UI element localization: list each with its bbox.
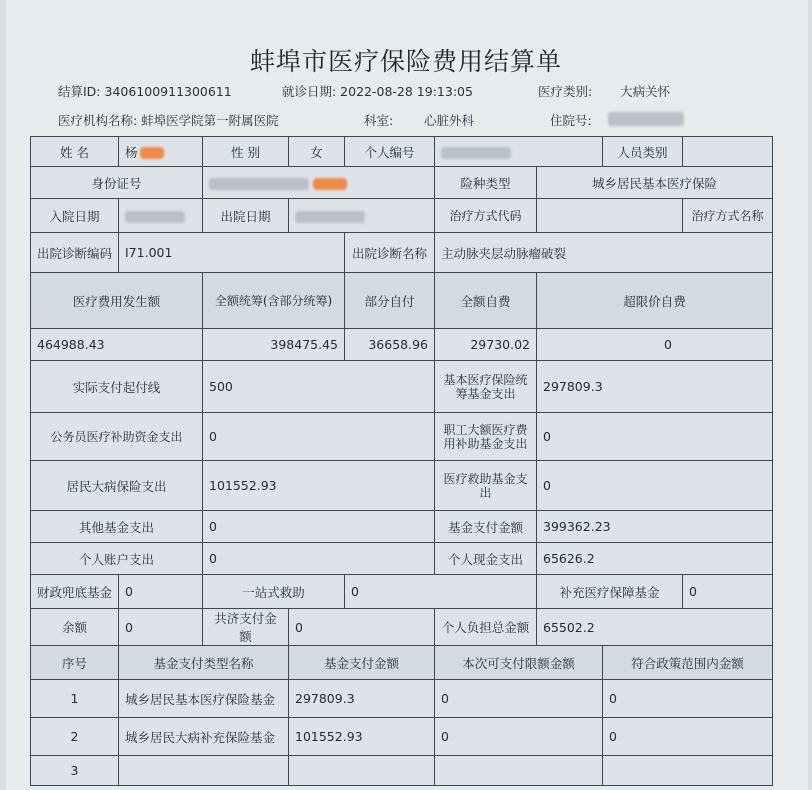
other-fund-label: 其他基金支出: [31, 511, 203, 543]
mutual-value: 0: [289, 609, 435, 646]
fund-col-amount: 基金支付金额: [289, 646, 435, 680]
redacted-id-card: [209, 178, 309, 190]
resident-major-value: 101552.93: [203, 461, 435, 511]
diag-name-label: 出院诊断名称: [345, 233, 435, 273]
admit-date-label: 入院日期: [31, 199, 119, 233]
discharge-date-label: 出院日期: [203, 199, 289, 233]
other-fund-value: 0: [203, 511, 435, 543]
over-limit-value: 0: [537, 329, 773, 361]
fund-row-type: [119, 756, 289, 786]
fund-row-index: 2: [31, 718, 119, 756]
dept-label: 科室:: [364, 113, 394, 128]
supp-value: 0: [683, 575, 773, 609]
redacted-id-card-mark: [313, 178, 347, 190]
redacted-discharge-date: [295, 211, 365, 223]
fund-row-policy: [603, 756, 773, 786]
admit-date-value: [119, 199, 203, 233]
one-stop-label: 一站式救助: [203, 575, 345, 609]
fund-col-policy: 符合政策范围内金额: [603, 646, 773, 680]
personal-no-label: 个人编号: [345, 137, 435, 167]
person-type-label: 人员类别: [603, 137, 683, 167]
fund-row-index: 1: [31, 680, 119, 718]
settle-id: 结算ID: 3406100911300611: [58, 84, 232, 99]
settlement-table: [30, 136, 773, 786]
balance-value: 0: [119, 609, 203, 646]
full-self-label: 全额自费: [435, 273, 537, 329]
fund-total-label: 基金支付金额: [435, 511, 537, 543]
full-pool-label: 全额统筹(含部分统筹): [203, 273, 345, 329]
fund-col-index: 序号: [31, 646, 119, 680]
name-value: 杨: [119, 137, 203, 167]
gender-label: 性 别: [203, 137, 289, 167]
fund-row-type: 城乡居民大病补充保险基金: [119, 718, 289, 756]
resident-major-label: 居民大病保险支出: [31, 461, 203, 511]
personal-cash-label: 个人现金支出: [435, 543, 537, 575]
burden-value: 65502.2: [537, 609, 773, 646]
med-type-value: 大病关怀: [620, 84, 671, 99]
med-type-label: 医疗类别:: [538, 84, 593, 99]
fiscal-value: 0: [119, 575, 203, 609]
personal-no-value: [435, 137, 603, 167]
deductible-label: 实际支付起付线: [31, 361, 203, 413]
cost-total-label: 医疗费用发生额: [31, 273, 203, 329]
redacted-admit-date: [125, 211, 185, 223]
fund-row-limit: 0: [435, 680, 603, 718]
personal-cash-value: 65626.2: [537, 543, 773, 575]
fund-row-index: 3: [31, 756, 119, 786]
fund-total-value: 399362.23: [537, 511, 773, 543]
over-limit-label: 超限价自费: [537, 273, 773, 329]
supp-label: 补充医疗保障基金: [537, 575, 683, 609]
redacted-personal-no: [441, 147, 511, 159]
insurance-type-value: 城乡居民基本医疗保险: [537, 167, 773, 199]
employee-major-value: 0: [537, 413, 773, 461]
balance-label: 余额: [31, 609, 119, 646]
one-stop-value: 0: [345, 575, 537, 609]
civil-servant-value: 0: [203, 413, 435, 461]
fund-col-type: 基金支付类型名称: [119, 646, 289, 680]
visit-date: 就诊日期: 2022-08-28 19:13:05: [282, 84, 473, 99]
name-label: 姓 名: [31, 137, 119, 167]
fund-row-type: 城乡居民基本医疗保险基金: [119, 680, 289, 718]
personal-account-label: 个人账户支出: [31, 543, 203, 575]
fund-row-policy: 0: [603, 718, 773, 756]
diag-code-value: I71.001: [119, 233, 345, 273]
insurance-type-label: 险种类型: [435, 167, 537, 199]
table-row: [31, 680, 773, 718]
fund-row-amount: [289, 756, 435, 786]
med-aid-label: 医疗救助基金支出: [435, 461, 537, 511]
fiscal-label: 财政兜底基金: [31, 575, 119, 609]
cost-total-value: 464988.43: [31, 329, 203, 361]
discharge-date-value: [289, 199, 435, 233]
fund-row-limit: [435, 756, 603, 786]
redacted-admission-no: [608, 112, 684, 126]
treatment-code-value: [537, 199, 683, 233]
basic-fund-value: 297809.3: [537, 361, 773, 413]
burden-label: 个人负担总金额: [435, 609, 537, 646]
diag-code-label: 出院诊断编码: [31, 233, 119, 273]
fund-row-amount: 297809.3: [289, 680, 435, 718]
deductible-value: 500: [203, 361, 435, 413]
full-pool-value: 398475.45: [203, 329, 345, 361]
institution-name: 医疗机构名称: 蚌埠医学院第一附属医院: [58, 113, 279, 128]
table-row: [31, 718, 773, 756]
fund-row-amount: 101552.93: [289, 718, 435, 756]
table-row: [31, 756, 773, 786]
id-card-label: 身份证号: [31, 167, 203, 199]
partial-self-value: 36658.96: [345, 329, 435, 361]
admission-label: 住院号:: [550, 113, 592, 128]
full-self-value: 29730.02: [435, 329, 537, 361]
basic-fund-label: 基本医疗保险统筹基金支出: [435, 361, 537, 413]
med-aid-value: 0: [537, 461, 773, 511]
civil-servant-label: 公务员医疗补助资金支出: [31, 413, 203, 461]
fund-row-limit: 0: [435, 718, 603, 756]
partial-self-label: 部分自付: [345, 273, 435, 329]
gender-value: 女: [289, 137, 345, 167]
mutual-label: 共济支付金额: [203, 609, 289, 646]
dept-value: 心脏外科: [424, 113, 475, 128]
fund-row-policy: 0: [603, 680, 773, 718]
fund-col-limit: 本次可支付限额金额: [435, 646, 603, 680]
treatment-name-label: 治疗方式名称: [683, 199, 773, 233]
document-title: 蚌埠市医疗保险费用结算单: [249, 47, 562, 76]
treatment-code-label: 治疗方式代码: [435, 199, 537, 233]
personal-account-value: 0: [203, 543, 435, 575]
person-type-value: [683, 137, 773, 167]
id-card-value: [203, 167, 435, 199]
employee-major-label: 职工大额医疗费用补助基金支出: [435, 413, 537, 461]
diag-name-value: 主动脉夹层动脉瘤破裂: [435, 233, 773, 273]
redacted-name: [140, 147, 164, 159]
